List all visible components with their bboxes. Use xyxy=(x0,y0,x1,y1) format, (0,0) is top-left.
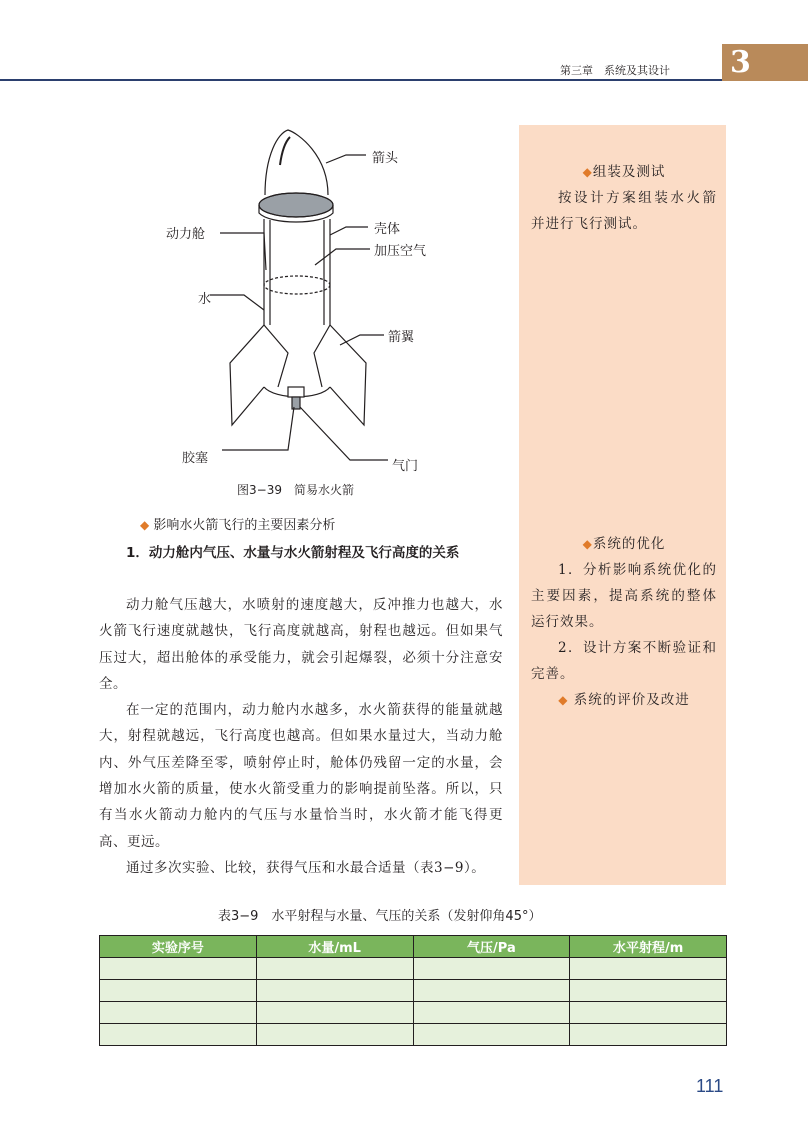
table-cell[interactable] xyxy=(100,958,257,980)
header-rule xyxy=(0,79,722,81)
section-heading: ◆ 影响水火箭飞行的主要因素分析 xyxy=(140,518,336,533)
table-cell[interactable] xyxy=(256,1002,413,1024)
page-number: 111 xyxy=(696,1076,724,1096)
table-cell[interactable] xyxy=(570,1002,727,1024)
sidebar-heading: ◆ 系统的评价及改进 xyxy=(558,692,690,708)
label-nose: 箭头 xyxy=(372,151,399,166)
sidebar-block-assembly xyxy=(531,159,717,237)
chapter-title: 第三章 系统及其设计 xyxy=(560,64,670,77)
table-cell[interactable] xyxy=(413,1024,570,1046)
label-shell: 壳体 xyxy=(374,222,401,237)
sidebar-block-optimize xyxy=(531,531,717,713)
table-cell[interactable] xyxy=(570,980,727,1002)
sidebar-text: 1．分析影响系统优化的主要因素，提高系统的整体运行效果。 xyxy=(531,562,717,630)
diamond-bullet-icon: ◆ xyxy=(140,518,150,532)
col-header-range: 水平射程/m xyxy=(570,936,727,958)
table-row xyxy=(100,958,727,980)
sidebar-heading: ◆组装及测试 xyxy=(582,164,666,180)
body-paragraphs xyxy=(99,592,503,881)
table-cell[interactable] xyxy=(100,1002,257,1024)
table-header-row xyxy=(100,936,727,958)
col-header-trial: 实验序号 xyxy=(100,936,257,958)
table-cell[interactable] xyxy=(256,958,413,980)
paragraph-water: 在一定的范围内，动力舱内水越多，水火箭获得的能量就越大，射程就越远，飞行高度也越高。但如果水量过大，当动力舱内、外气压差降至零，喷射停止时，舱体仍残留一定的水量，会增加水火箭的质量，使水火箭受重力的影响提前坠落。所以，只有当水火箭动力舱内的气压与水量恰当时，水火箭才能飞得更高、更远。 xyxy=(99,702,503,850)
diamond-bullet-icon: ◆ xyxy=(582,165,593,179)
table-cell[interactable] xyxy=(570,958,727,980)
paragraph-experiment: 通过多次实验、比较，获得气压和水最合适量（表3−9）。 xyxy=(126,859,486,876)
sidebar-heading: ◆系统的优化 xyxy=(582,536,666,552)
rocket-figure xyxy=(160,125,460,475)
col-header-pressure: 气压/Pa xyxy=(413,936,570,958)
table-cell[interactable] xyxy=(413,958,570,980)
label-pressurized-air: 加压空气 xyxy=(374,244,427,259)
chapter-number: 3 xyxy=(730,45,751,80)
chapter-tab xyxy=(722,44,808,81)
label-water: 水 xyxy=(198,292,212,307)
diamond-bullet-icon: ◆ xyxy=(558,693,569,707)
label-stopper: 胶塞 xyxy=(182,451,209,466)
table-row xyxy=(100,980,727,1002)
table-cell[interactable] xyxy=(413,980,570,1002)
table-cell[interactable] xyxy=(256,980,413,1002)
sidebar-text: 按设计方案组装水火箭并进行飞行测试。 xyxy=(531,190,717,232)
sidebar-panel xyxy=(519,125,726,885)
col-header-water: 水量/mL xyxy=(256,936,413,958)
table-cell[interactable] xyxy=(100,980,257,1002)
label-fins: 箭翼 xyxy=(388,330,415,345)
paragraph-pressure: 动力舱气压越大，水喷射的速度越大，反冲推力也越大，水火箭飞行速度就越快，飞行高度就越高，射程也越远。但如果气压过大，超出舱体的承受能力，就会引起爆裂，必须十分注意安全。 xyxy=(99,597,503,692)
diamond-bullet-icon: ◆ xyxy=(582,537,593,551)
sidebar-text: 2．设计方案不断验证和完善。 xyxy=(531,640,717,682)
experiment-table xyxy=(99,935,727,1046)
table-caption: 表3−9 水平射程与水量、气压的关系（发射仰角45°） xyxy=(218,909,542,924)
table-cell[interactable] xyxy=(570,1024,727,1046)
label-power-chamber: 动力舱 xyxy=(166,227,206,242)
table-row xyxy=(100,1002,727,1024)
sub-heading: 1．动力舱内气压、水量与水火箭射程及飞行高度的关系 xyxy=(126,545,460,561)
table-cell[interactable] xyxy=(413,1002,570,1024)
table-cell[interactable] xyxy=(256,1024,413,1046)
table-row xyxy=(100,1024,727,1046)
table-cell[interactable] xyxy=(100,1024,257,1046)
figure-caption: 图3−39 简易水火箭 xyxy=(237,483,354,497)
label-valve: 气门 xyxy=(392,459,419,474)
